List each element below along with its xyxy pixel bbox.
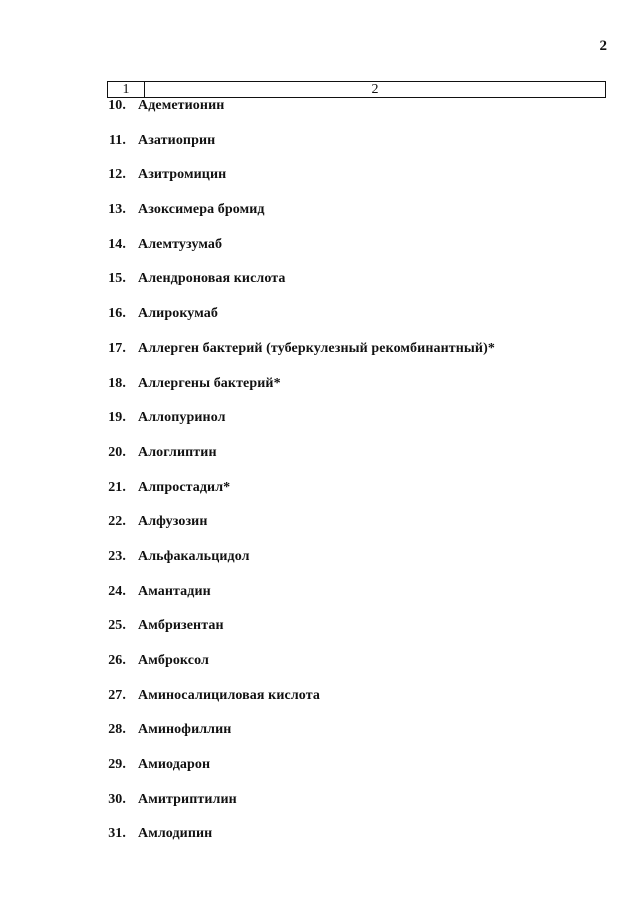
- list-item: [0, 618, 639, 653]
- item-number: 22.: [108, 514, 126, 530]
- item-name: Амиодарон: [138, 757, 211, 773]
- item-number: 30.: [108, 791, 126, 807]
- list-item: [0, 98, 639, 133]
- list-item: [0, 549, 639, 584]
- item-number: 31.: [108, 826, 126, 842]
- list-item: [0, 653, 639, 688]
- list-item: [0, 306, 639, 341]
- item-name: Азоксимера бромид: [138, 202, 265, 218]
- page-number: 2: [599, 38, 607, 54]
- table-header-col-2: 2: [371, 82, 379, 97]
- item-name: Аллерген бактерий (туберкулезный рекомбинантный)*: [138, 340, 495, 356]
- item-name: Амброксол: [138, 653, 209, 668]
- item-number: 14.: [108, 236, 126, 252]
- item-number: 21.: [108, 479, 126, 495]
- list-item: [0, 237, 639, 272]
- item-number: 25.: [108, 618, 126, 634]
- drug-list: [0, 98, 639, 861]
- item-number: 29.: [108, 757, 126, 773]
- item-number: 10.: [108, 98, 126, 113]
- item-number: 11.: [108, 132, 126, 148]
- item-name: Алоглиптин: [138, 444, 217, 460]
- item-number: 20.: [108, 444, 126, 460]
- item-name: Аллопуринол: [138, 410, 226, 426]
- item-name: Аминосалициловая кислота: [138, 687, 320, 703]
- item-name: Алирокумаб: [138, 306, 218, 322]
- item-number: 13.: [108, 202, 126, 218]
- list-item: [0, 376, 639, 411]
- item-name: Альфакальцидол: [138, 548, 250, 564]
- table-header-col-1: 1: [108, 82, 145, 97]
- item-name: Алфузозин: [138, 514, 208, 530]
- item-number: 28.: [108, 722, 126, 738]
- item-name: Амитриптилин: [138, 791, 237, 807]
- item-name: Амантадин: [138, 583, 211, 599]
- item-name: Амлодипин: [138, 826, 213, 842]
- item-name: Аминофиллин: [138, 722, 232, 738]
- item-name: Адеметионин: [138, 98, 225, 113]
- item-name: Амбризентан: [138, 618, 224, 634]
- item-number: 15.: [108, 271, 126, 287]
- list-item: [0, 271, 639, 306]
- item-name: Азитромицин: [138, 167, 227, 183]
- list-item: [0, 826, 639, 861]
- item-number: 26.: [108, 653, 126, 668]
- item-name: Алпростадил*: [138, 479, 231, 495]
- list-item: [0, 757, 639, 792]
- list-item: [0, 480, 639, 515]
- list-item: [0, 410, 639, 445]
- item-name: Азатиоприн: [138, 132, 216, 148]
- item-name: Аллергены бактерий*: [138, 375, 281, 391]
- list-item: [0, 688, 639, 723]
- item-number: 24.: [108, 583, 126, 599]
- list-item: [0, 167, 639, 202]
- list-item: [0, 341, 639, 376]
- item-number: 16.: [108, 306, 126, 322]
- list-item: [0, 514, 639, 549]
- list-item: [0, 445, 639, 480]
- item-number: 23.: [108, 548, 126, 564]
- item-name: Алемтузумаб: [138, 236, 223, 252]
- list-item: [0, 202, 639, 237]
- item-name: Алендроновая кислота: [138, 271, 286, 287]
- item-number: 12.: [108, 167, 126, 183]
- list-item: [0, 584, 639, 619]
- item-number: 18.: [108, 375, 126, 391]
- list-item: [0, 133, 639, 168]
- item-number: 27.: [108, 687, 126, 703]
- list-item: [0, 722, 639, 757]
- item-number: 17.: [108, 340, 126, 356]
- list-item: [0, 792, 639, 827]
- item-number: 19.: [108, 410, 126, 426]
- table-header: [107, 81, 606, 98]
